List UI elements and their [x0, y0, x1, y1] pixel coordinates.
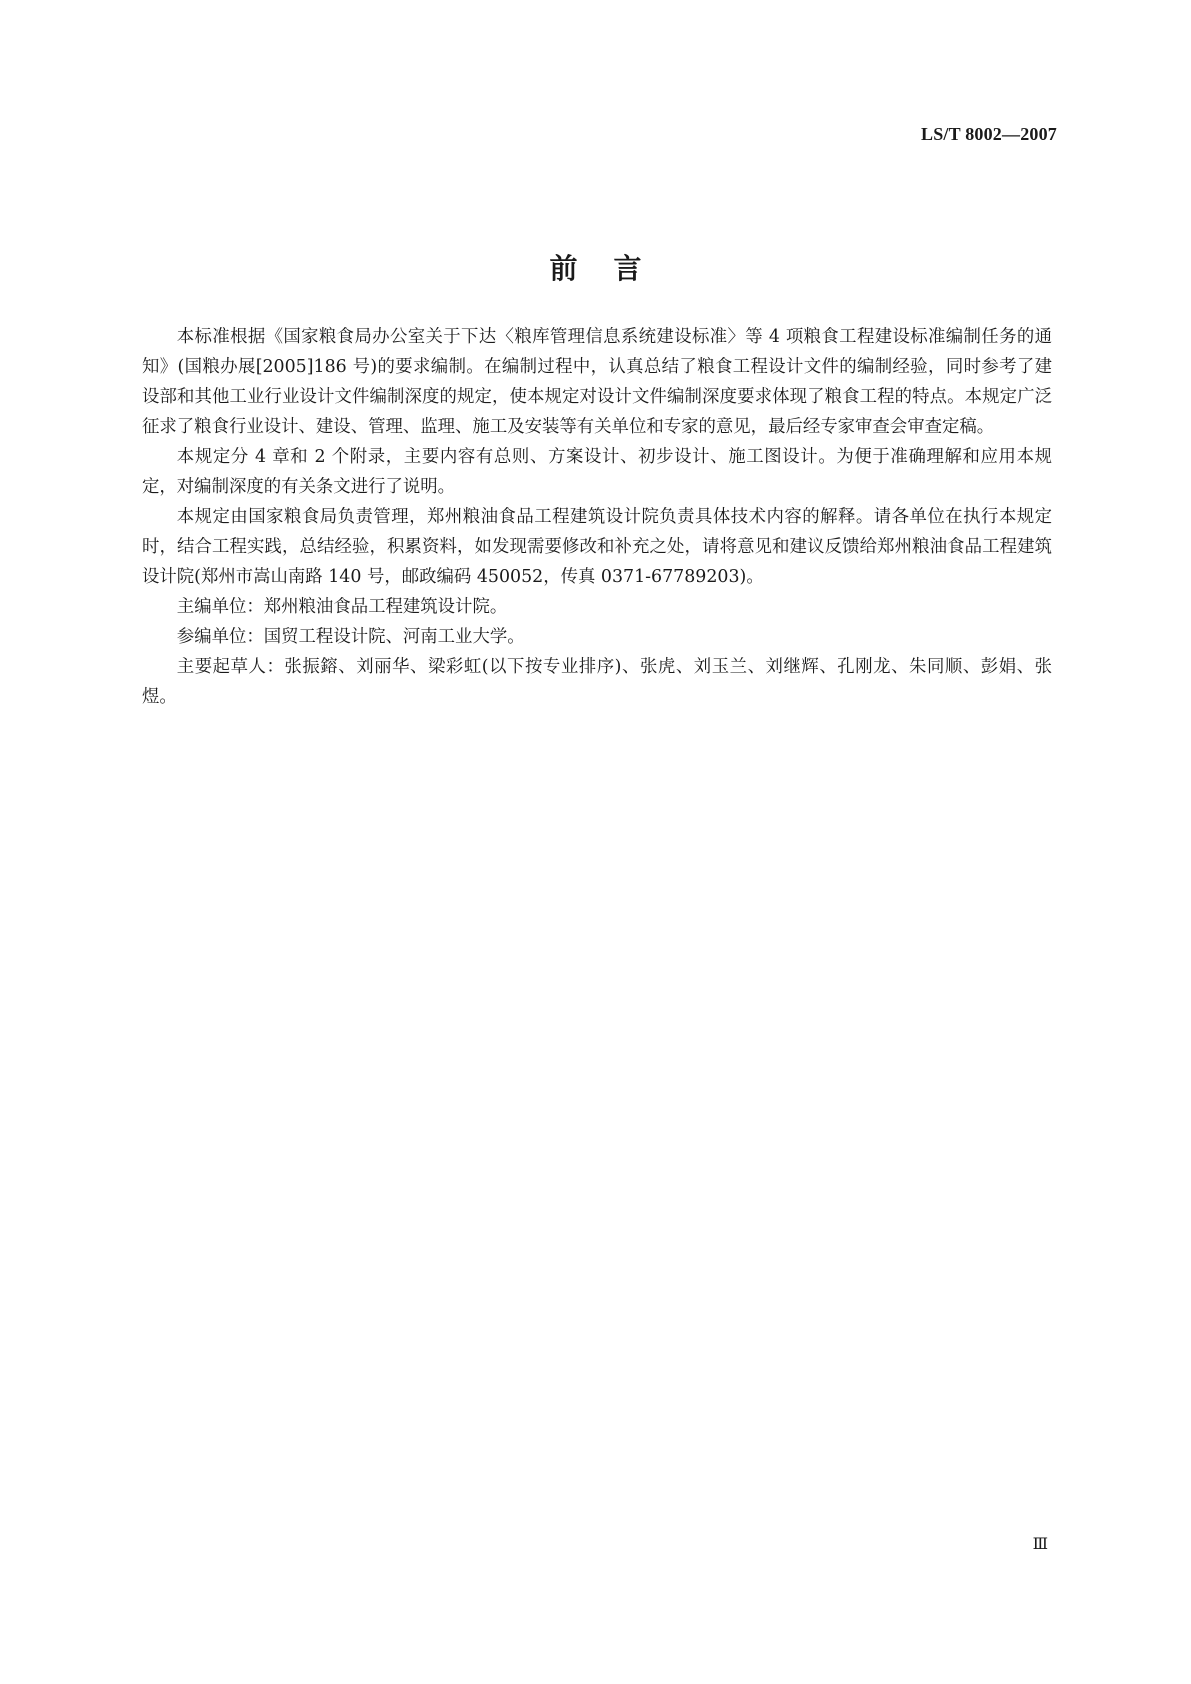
- paragraph-chief-editor: 主编单位：郑州粮油食品工程建筑设计院。: [176, 597, 508, 617]
- standard-code: LS/T 8002—2007: [921, 124, 1057, 144]
- paragraph-participating-editors: 参编单位：国贸工程设计院、河南工业大学。: [176, 627, 525, 647]
- paragraph-structure: 本规定分 4 章和 2 个附录，主要内容有总则、方案设计、初步设计、施工图设计。为便于准确理解和应用本规定，对编制深度的有关条文进行了说明。: [142, 447, 1052, 497]
- paragraph-drafters: 主要起草人：张振鎔、刘丽华、梁彩虹(以下按专业排序)、张虎、刘玉兰、刘继辉、孔刚龙、朱同顺、彭娟、张煜。: [142, 657, 1052, 707]
- foreword-body: [142, 322, 1052, 712]
- page-number: Ⅲ: [1032, 1536, 1048, 1553]
- paragraph-management: 本规定由国家粮食局负责管理，郑州粮油食品工程建筑设计院负责具体技术内容的解释。请各单位在执行本规定时，结合工程实践，总结经验，积累资料，如发现需要修改和补充之处，请将意见和建议反馈给郑州粮油食品工程建筑设计院(郑州市嵩山南路 140 号，邮政编码 450052，传真 0371-67789203)。: [142, 507, 1052, 587]
- paragraph-basis: 本标准根据《国家粮食局办公室关于下达〈粮库管理信息系统建设标准〉等 4 项粮食工程建设标准编制任务的通知》(国粮办展[2005]186 号)的要求编制。在编制过程中，认真总结了粮食工程设计文件的编制经验，同时参考了建设部和其他工业行业设计文件编制深度的规定，使本规定对设计文件编制深度要求体现了粮食工程的特点。本规定广泛征求了粮食行业设计、建设、管理、监理、施工及安装等有关单位和专家的意见，最后经专家审查会审查定稿。: [142, 327, 1052, 437]
- page-title: 前言: [549, 251, 678, 285]
